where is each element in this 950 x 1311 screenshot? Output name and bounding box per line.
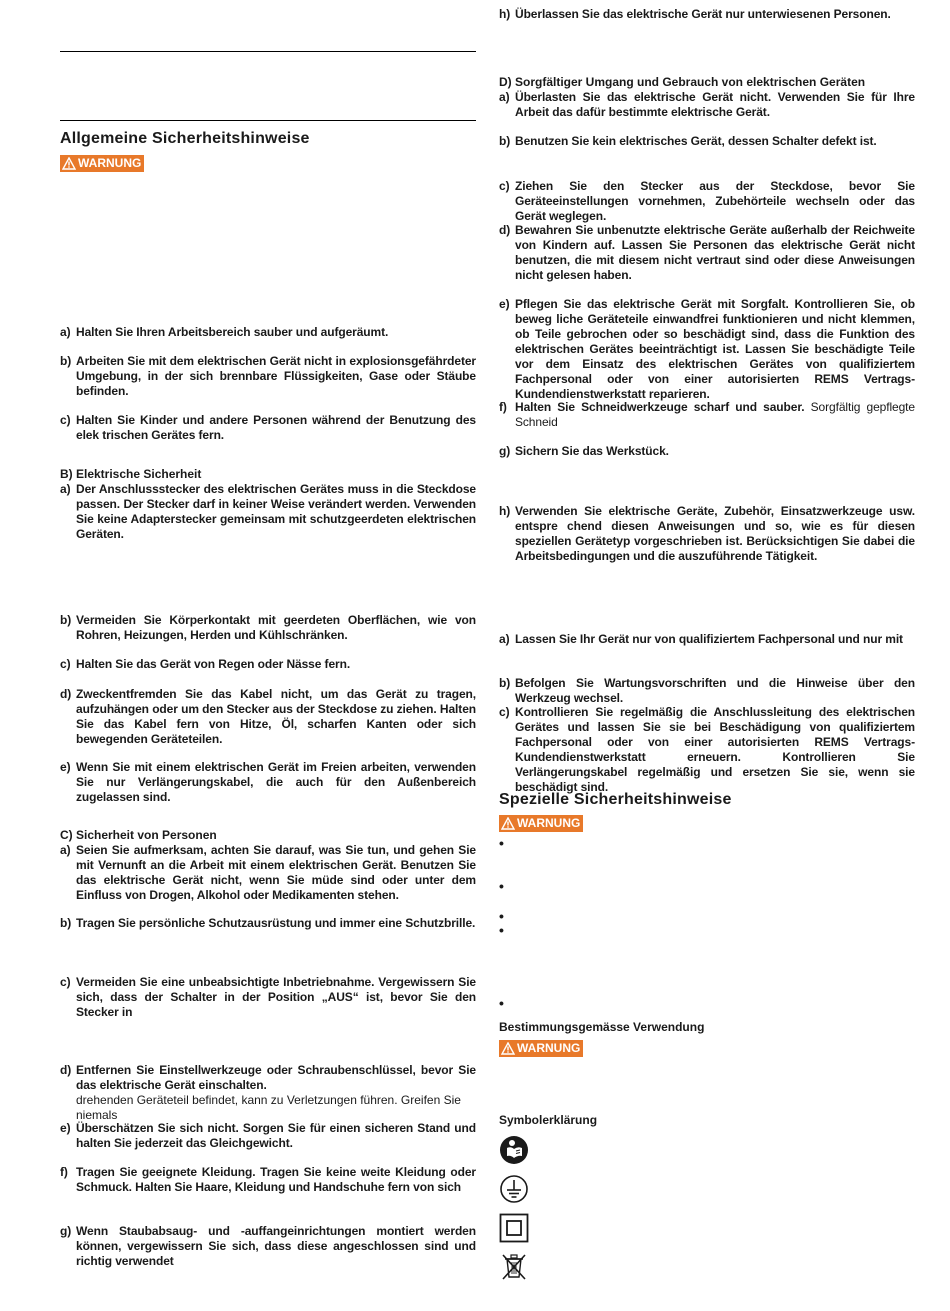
item-continuation-text: drehenden Geräteteil befindet, kann zu Verletzungen führen. Greifen Sie niemals	[76, 1093, 461, 1122]
list-item: g) Wenn Staubabsaug- und -auffangeinrichtungen montiert werden können, vergewissern Sie sich, dass diese angeschlossen sind und richtig verwendet	[60, 1224, 476, 1268]
warning-label: WARNUNG	[517, 816, 581, 830]
warning-label: WARNUNG	[517, 1041, 581, 1055]
list-item: c) Vermeiden Sie eine unbeabsichtigte Inbetriebnahme. Vergewissern Sie sich, dass der Schalter in der Position „AUS“ ist, bevor Sie den Stecker in	[60, 975, 476, 1019]
list-item: a) Lassen Sie Ihr Gerät nur von qualifiziertem Fachpersonal und nur mit	[499, 632, 903, 646]
list-item: a) Seien Sie aufmerksam, achten Sie darauf, was Sie tun, und gehen Sie mit Vernunft an die Arbeit mit einem elektrischen Gerät. Benutzen Sie das elektrische Gerät nicht, wenn Sie müde sind oder unter dem Einfluss von Drogen, Alkohol oder Medikamenten stehen.	[60, 843, 476, 902]
list-item: a) Der Anschlussstecker des elektrischen Gerätes muss in die Steckdose passen. Der Stecker darf in keiner Weise verändert werden. Verwenden Sie keine Adapterstecker gemeinsam mit schutzgeerdeten elektrischen Geräten.	[60, 482, 476, 541]
section-heading-d: D) Sorgfältiger Umgang und Gebrauch von elektrischen Geräten	[499, 75, 866, 89]
bullet-point: •	[499, 908, 504, 924]
list-item: d) Bewahren Sie unbenutzte elektrische Geräte außerhalb der Reichweite von Kindern auf. Lassen Sie Personen das elektrische Gerät nicht benutzen, die mit diesem nicht vertraut sind oder diese Anweisungen nicht gelesen haben.	[499, 223, 915, 282]
list-item: e) Überschätzen Sie sich nicht. Sorgen Sie für einen sicheren Stand und halten Sie jederzeit das Gleichgewicht.	[60, 1121, 476, 1150]
warning-label: WARNUNG	[78, 156, 142, 170]
list-item: c) Halten Sie das Gerät von Regen oder Nässe fern.	[60, 657, 351, 671]
section-title-general: Allgemeine Sicherheitshinweise	[60, 130, 310, 147]
section-heading-b: B) Elektrische Sicherheit	[60, 467, 202, 481]
list-item: e) Pflegen Sie das elektrische Gerät mit Sorgfalt. Kontrollieren Sie, ob beweg liche Geräteteile einwandfrei funktionieren und nicht klemmen, ob Teile gebrochen oder so beschädigt sind, dass die Funktion des elektrischen Gerätes beeinträchtigt ist. Lassen Sie beschädigte Teile vor dem Einsatz des elektrischen Gerätes von qualifiziertem Fachpersonal oder von einer autorisierten REMS Vertrags-Kundendienstwerkstatt reparieren.	[499, 297, 915, 401]
warning-badge-use	[499, 1040, 583, 1057]
heading-intended-use: Bestimmungsgemässe Verwendung	[499, 1020, 705, 1034]
list-item: d) Entfernen Sie Einstellwerkzeuge oder Schraubenschlüssel, bevor Sie das elektrische Gerät einschalten.	[60, 1063, 476, 1092]
list-item: h) Verwenden Sie elektrische Geräte, Zubehör, Einsatzwerkzeuge usw. entspre chend diesen Anweisungen und so, wie es für diesen speziellen Gerätetyp vorgeschrieben ist. Berücksichtigen Sie dabei die Arbeitsbedingungen und die auszuführende Tätigkeit.	[499, 504, 915, 563]
protective-earth-icon	[499, 1174, 529, 1204]
list-item: b) Befolgen Sie Wartungsvorschriften und die Hinweise über den Werkzeug wechsel.	[499, 676, 915, 705]
bullet-point: •	[499, 995, 504, 1011]
section-title-special: Spezielle Sicherheitshinweise	[499, 791, 732, 808]
bullet-point: •	[499, 922, 504, 938]
warning-triangle-icon	[501, 1042, 515, 1055]
list-item: a) Überlasten Sie das elektrische Gerät nicht. Verwenden Sie für Ihre Arbeit das dafür bestimmte elektrische Gerät.	[499, 90, 915, 119]
item-continuation-text: Sorgfältig gepflegte Schneid	[515, 400, 915, 429]
list-item: e) Wenn Sie mit einem elektrischen Gerät im Freien arbeiten, verwenden Sie nur Verlängerungskabel, die auch für den Außenbereich zugelassen sind.	[60, 760, 476, 804]
divider-section	[60, 120, 476, 121]
list-item: b) Vermeiden Sie Körperkontakt mit geerdeten Oberflächen, wie von Rohren, Heizungen, Herden und Kühlschränken.	[60, 613, 476, 642]
list-item: b) Benutzen Sie kein elektrisches Gerät, dessen Schalter defekt ist.	[499, 134, 877, 148]
warning-triangle-icon	[62, 157, 76, 170]
read-manual-icon	[499, 1135, 529, 1165]
list-item: f) Tragen Sie geeignete Kleidung. Tragen Sie keine weite Kleidung oder Schmuck. Halten Sie Haare, Kleidung und Handschuhe fern von sich	[60, 1165, 476, 1194]
list-item: b) Tragen Sie persönliche Schutzausrüstung und immer eine Schutzbrille.	[60, 916, 476, 930]
list-item: g) Sichern Sie das Werkstück.	[499, 444, 669, 458]
list-item: f) Halten Sie Schneidwerkzeuge scharf und sauber. Sorgfältig gepflegte Schneid	[499, 400, 915, 429]
section-heading-c: C) Sicherheit von Personen	[60, 828, 217, 842]
warning-triangle-icon	[501, 817, 515, 830]
protection-class-ii-icon	[499, 1213, 529, 1243]
list-item: a) Halten Sie Ihren Arbeitsbereich sauber und aufgeräumt.	[60, 325, 389, 339]
list-item: c) Halten Sie Kinder und andere Personen während der Benutzung des elek trischen Gerätes fern.	[60, 413, 476, 442]
list-item: b) Arbeiten Sie mit dem elektrischen Gerät nicht in explosionsgefährdeter Umgebung, in der sich brennbare Flüssigkeiten, Gase oder Stäube befinden.	[60, 354, 476, 398]
weee-crossed-bin-icon	[499, 1251, 529, 1281]
list-item: c) Kontrollieren Sie regelmäßig die Anschlussleitung des elektrischen Gerätes und lassen Sie sie bei Beschädigung von qualifiziertem Fachpersonal oder von einer autorisierten REMS Vertrags-Kundendienstwerkstatt erneuern. Kontrollieren Sie Verlängerungskabel regelmäßig und ersetzen Sie sie, wenn sie beschädigt sind.	[499, 705, 915, 794]
list-item: c) Ziehen Sie den Stecker aus der Steckdose, bevor Sie Geräteeinstellungen vornehmen, Zubehörteile wechseln oder das Gerät weglegen.	[499, 179, 915, 223]
divider-top	[60, 51, 476, 52]
warning-badge-special	[499, 815, 583, 832]
list-item: h) Überlassen Sie das elektrische Gerät nur unterwiesenen Personen.	[499, 7, 891, 21]
bullet-point: •	[499, 878, 504, 894]
bullet-point: •	[499, 835, 504, 851]
list-item: d) Zweckentfremden Sie das Kabel nicht, um das Gerät zu tragen, aufzuhängen oder um den Stecker aus der Steckdose zu ziehen. Halten Sie das Kabel fern von Hitze, Öl, scharfen Kanten oder sich bewegenden Geräteteilen.	[60, 687, 476, 746]
warning-badge-general	[60, 155, 144, 172]
heading-symbols: Symbolerklärung	[499, 1113, 598, 1127]
